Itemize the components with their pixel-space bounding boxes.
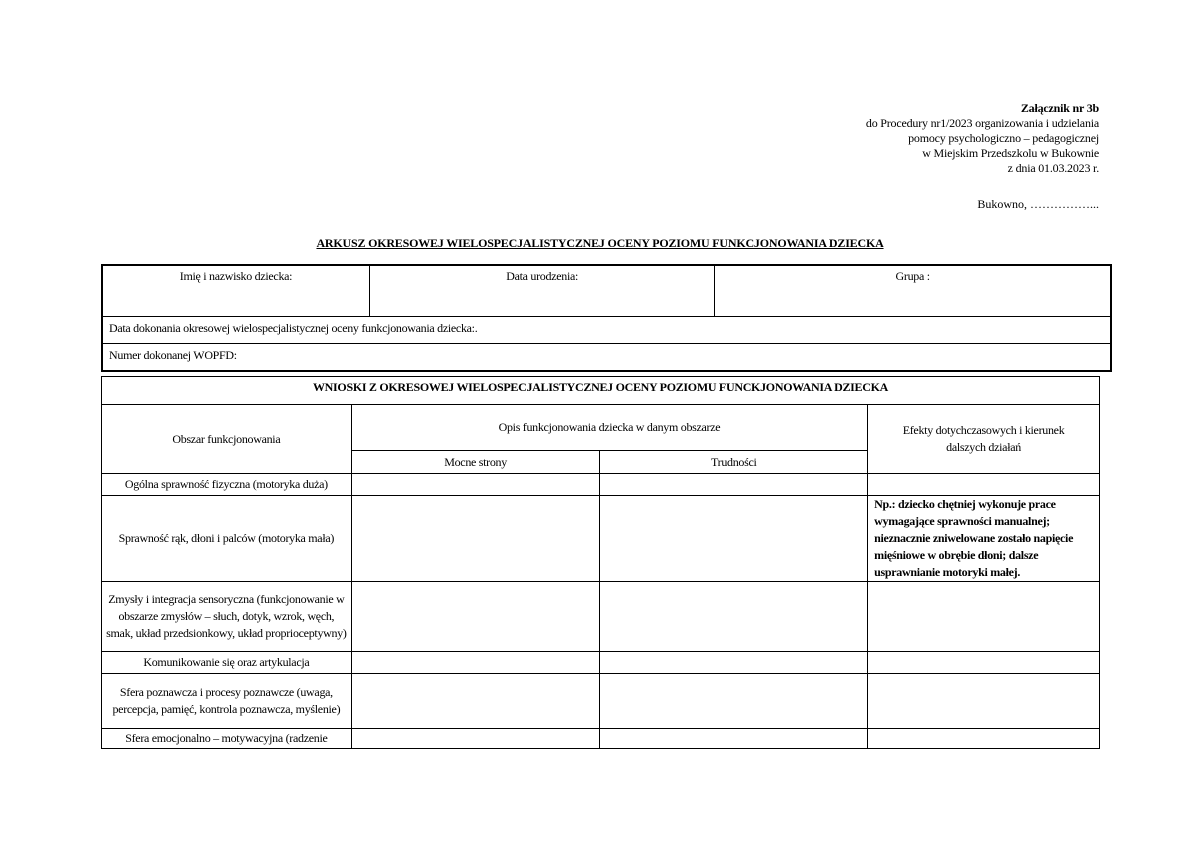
col-effects-header: Efekty dotychczasowych i kierunek dalszych działań <box>868 405 1100 474</box>
table-row <box>102 582 1100 652</box>
effects-cell[interactable] <box>868 582 1100 652</box>
area-cell: Sprawność rąk, dłoni i palców (motoryka mała) <box>102 496 352 582</box>
difficulties-cell[interactable] <box>600 474 868 496</box>
table-row <box>102 729 1100 749</box>
effects-cell[interactable]: Np.: dziecko chętniej wykonuje prace wymagające sprawności manualnej; nieznacznie zniwelowane zostało napięcie mięśniowe w obrębie dłoni; dalsze usprawnianie motoryki małej. <box>868 496 1100 582</box>
table-row <box>102 474 1100 496</box>
strengths-cell[interactable] <box>351 474 600 496</box>
attachment-line-3: w Miejskim Przedszkolu w Bukownie <box>922 146 1099 160</box>
birth-date-cell[interactable] <box>369 265 714 317</box>
effects-cell[interactable] <box>868 474 1100 496</box>
attachment-line-4: z dnia 01.03.2023 r. <box>1007 161 1099 175</box>
area-cell: Ogólna sprawność fizyczna (motoryka duża) <box>102 474 352 496</box>
table-row <box>102 652 1100 674</box>
place-date: Bukowno, ……………... <box>977 197 1099 211</box>
wopfd-number-label: Numer dokonanej WOPFD: <box>109 348 237 362</box>
area-cell: Sfera poznawcza i procesy poznawcze (uwaga, percepcja, pamięć, kontrola poznawcza, myślenie) <box>102 674 352 729</box>
col-area-header: Obszar funkcjonowania <box>102 405 352 474</box>
conclusions-table <box>101 376 1100 749</box>
table-row <box>102 496 1100 582</box>
effects-cell[interactable] <box>868 674 1100 729</box>
effects-cell[interactable] <box>868 729 1100 749</box>
difficulties-cell[interactable] <box>600 729 868 749</box>
difficulties-cell[interactable] <box>600 496 868 582</box>
attachment-line-2: pomocy psychologiczno – pedagogicznej <box>908 131 1099 145</box>
difficulties-cell[interactable] <box>600 652 868 674</box>
col-difficulties-header: Trudności <box>600 451 868 474</box>
attachment-title: Załącznik nr 3b <box>1020 101 1099 115</box>
strengths-cell[interactable] <box>351 582 600 652</box>
birth-date-label: Data urodzenia: <box>506 269 579 283</box>
strengths-cell[interactable] <box>351 729 600 749</box>
child-name-cell[interactable] <box>102 265 369 317</box>
strengths-cell[interactable] <box>351 496 600 582</box>
assessment-date-label: Data dokonania okresowej wielospecjalistycznej oceny funkcjonowania dziecka:. <box>109 321 478 335</box>
attachment-line-1: do Procedury nr1/2023 organizowania i udzielania <box>865 116 1099 130</box>
assessment-date-cell[interactable] <box>102 317 1111 344</box>
difficulties-cell[interactable] <box>600 674 868 729</box>
area-cell: Sfera emocjonalno – motywacyjna (radzenie <box>102 729 352 749</box>
difficulties-cell[interactable] <box>600 582 868 652</box>
area-cell: Komunikowanie się oraz artykulacja <box>102 652 352 674</box>
conclusions-title: WNIOSKI Z OKRESOWEJ WIELOSPECJALISTYCZNEJ OCENY POZIOMU FUNCKJONOWANIA DZIECKA <box>102 377 1100 405</box>
group-cell[interactable] <box>715 265 1111 317</box>
child-name-label: Imię i nazwisko dziecka: <box>179 269 293 283</box>
child-info-table <box>101 264 1112 372</box>
strengths-cell[interactable] <box>351 674 600 729</box>
document-title: ARKUSZ OKRESOWEJ WIELOSPECJALISTYCZNEJ OCENY POZIOMU FUNKCJONOWANIA DZIECKA <box>316 236 884 250</box>
table-row <box>102 674 1100 729</box>
attachment-header <box>739 101 1099 176</box>
group-label: Grupa : <box>895 269 930 283</box>
col-description-header: Opis funkcjonowania dziecka w danym obszarze <box>351 405 867 451</box>
effects-cell[interactable] <box>868 652 1100 674</box>
col-strengths-header: Mocne strony <box>351 451 600 474</box>
area-cell: Zmysły i integracja sensoryczna (funkcjonowanie w obszarze zmysłów – słuch, dotyk, wzrok, węch, smak, układ przedsionkowy, układ proprioceptywny) <box>102 582 352 652</box>
strengths-cell[interactable] <box>351 652 600 674</box>
wopfd-number-cell[interactable] <box>102 344 1111 372</box>
